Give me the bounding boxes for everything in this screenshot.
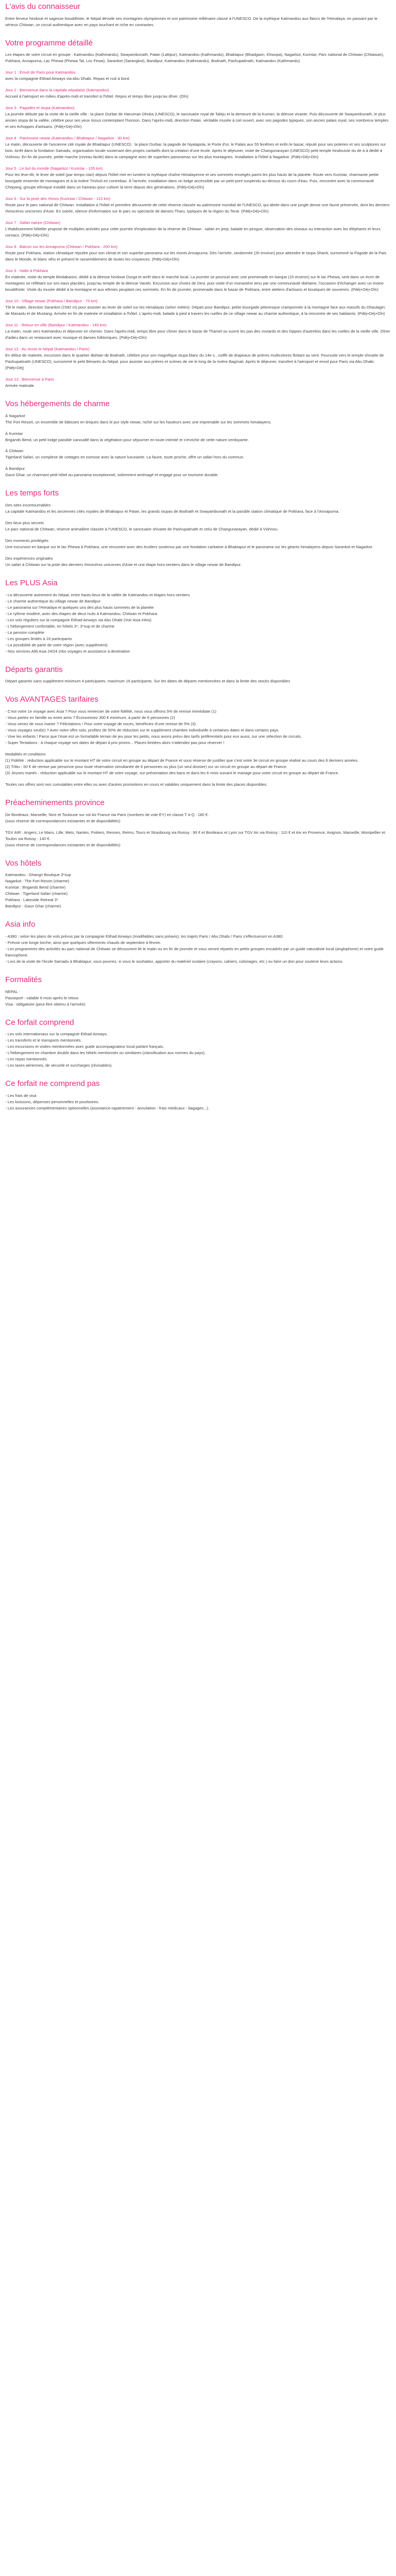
day-block [5, 268, 391, 293]
hebergement-list [5, 413, 391, 479]
intro-section [5, 2, 391, 28]
ne-comprend-section [5, 1079, 391, 1112]
preach-section [5, 798, 391, 848]
day-title: Jour 9 : Halte à Pokhara [5, 268, 48, 274]
preach-text-1b: (sous réserve de correspondances existantes et de disponibilités) [5, 818, 121, 823]
asia-info-item: - Les programmes des activités au parc national de Chitwan se découvrent lié le matin ou en fin de journée et vous seront répartis en petits groupes encadrés par un guide naturaliste local (anglophone) et votre guide francophone. [5, 947, 384, 958]
day-title: Jour 6 : Sur la piste des rhinos (Kurintar / Chitwan - 110 km) [5, 196, 111, 202]
plus-asia-item: - La pension complète [5, 630, 44, 635]
hotel-item: Kurintar : Brigands Bend (charme) [5, 885, 66, 890]
formalites-block [5, 989, 391, 1008]
hebergements-section [5, 399, 391, 479]
day-title: Jour 11 : Retour en ville (Bandipur / Katmandou - 145 km) [5, 322, 107, 327]
avantage-item: - Vous venez de vous marier ? Félicitations ! Pour votre voyage de noces, bénéficiez d'une remise de 5% (3) [5, 722, 196, 727]
ne-comprend-item: - Les frais de visa [5, 1093, 37, 1098]
day-block [5, 376, 391, 389]
formalites-heading: NEPAL : [5, 989, 20, 994]
hebergement-item [5, 413, 391, 426]
hotel-item: Pokhara : Lakeside Retreat 3* [5, 897, 59, 903]
hebergement-text: Gaun Ghar, un charmant petit hôtel au panorama exceptionnel, sobrement aménagé et engagé pour un tourisme durable. [5, 472, 219, 478]
comprend-item: - Les repas mentionnés. [5, 1057, 48, 1062]
temps-forts-list [5, 502, 391, 568]
hotels-title: Vos hôtels [5, 858, 42, 868]
day-text: Tôt le matin, direction Sarankot (1592 m) pour assister au lever de soleil sur les Himalayas (selon météo). Départ pour Bandipur, petite bourgade pittoresque cramponnée à la montagne face aux massifs du Dhaulagiri, de Manaslu et de Mustang. Arrivée en fin de matinée et installation à l'hôtel. L'après-midi, balade à pied à travers les ruelles de ce village newar au charme authentique, à la rencontre de ses habitants. (Pdéj+Déj+Dîn) [5, 304, 386, 316]
day-block [5, 135, 391, 160]
departs-section [5, 665, 391, 685]
temps-fort-heading: Des expériences originales [5, 556, 53, 561]
day-block [5, 220, 391, 239]
day-title: Jour 7 : Safari nature (Chitwan) [5, 220, 61, 226]
day-block [5, 69, 391, 82]
day-text: En matinée, visite du temple Bindabasini, dédié à la déesse hindoue Durga et arrêt dans le marché local. La journée se poursuit avec une promenade en barque (1h environ) sur le lac Phewa, serti dans un écrin de montagnes se reflétant sur ses eaux placides, jusqu'au temple de la déesse Varahi. Excursion aux chutes de Devi, puis visite d'un monastère tenu par une communauté tibétaine, l'occasion d'échanger avec un moine bouddhiste. Visite du musée dédié à la montagne et aux ethnies peuplant ces sommets. En fin de journée, promenade dans le bazar de Pokhara, entre ateliers d'artisans et boutiques de souvenirs. (Pdéj+Déj+Dîn) [5, 275, 384, 292]
temps-fort-heading: Des moments privilégiés [5, 538, 49, 543]
temps-fort-item [5, 556, 391, 568]
hebergement-text: The Fort Resort, un ensemble de bâtisses en briques dans le pur style newar, niché sur les hauteurs avec une imprenable sur les sommets himalayens. [5, 419, 272, 424]
comprend-item: - L'hébergement en chambre double dans les hôtels mentionnés ou similaires (classification aux normes du pays). [5, 1050, 206, 1056]
hebergement-item [5, 448, 391, 460]
day-text: Route pour Pokhara, station climatique réputée pour son climat et son superbe panorama sur les monts Annapurna. Dès l'arrivée, randonnée (2h environ) pour atteindre le stupa Shanti, surnommé la Pagode de la Paix dans le Monde, le blanc vêtu et présent le rassemblement de toutes les croyances. (Pdéj+Déj+Dîn) [5, 251, 387, 262]
comprend-item: - Les excursions et visites mentionnées avec guide accompagnateur local parlant français. [5, 1044, 164, 1049]
day-text: Arrivée matinale. [5, 383, 35, 388]
hebergement-text: Tigerland Safari, un complexe de cottages en osmose avec la nature luxuriante. La faune, toute proche, offre un safari hors du commun. [5, 455, 244, 460]
programme-section [5, 39, 391, 389]
plus-asia-title: Les PLUS Asia [5, 578, 58, 588]
avantages-notes-list [5, 758, 391, 776]
asia-info-section [5, 920, 391, 965]
temps-fort-item [5, 538, 391, 550]
asia-info-item: - Lors de la visite de l'école Samadu à Bhaktapur, vous pourrez, si vous le souhaitez, apporter du matériel scolaire (crayons, cahiers, coloriages, etc.) ou faire un don pour soutenir leurs actions. [5, 959, 344, 964]
plus-asia-item: - Les vols réguliers sur la compagnie Etihad Airways via Abu Dhabi (Voir Asia Infos) [5, 617, 152, 622]
asia-info-item: - A380 : selon les plans de vols prévus par la compagnie Etihad Airways (modifiables sans préavis), les trajets Paris / Abu Dhabi / Paris s'effectueront en A380. [5, 934, 284, 939]
avantage-item: - Vous voyagez seul(e) ? Avec notre offre solo, profitez de 50% de réduction sur le supplément chambre individuelle à certaines dates et dans certains pays. [5, 728, 279, 733]
programme-title: Votre programme détaillé [5, 38, 93, 48]
preach-title: Préacheminements province [5, 798, 105, 807]
day-block [5, 196, 391, 215]
ne-comprend-item: - Les assurances complémentaires optionnelles (assistance-rapatriement - annulation - frais médicaux - bagages...). [5, 1106, 209, 1111]
avantages-title: Vos AVANTAGES tarifaires [5, 695, 99, 704]
day-title: Jour 8 : Balcon sur les Annapurna (Chitwan / Pokhara - 200 km) [5, 244, 118, 250]
day-block [5, 244, 391, 263]
preach-tgv-air [5, 830, 391, 848]
avantages-notes-heading: Modalités et conditions [5, 752, 46, 757]
hebergement-text: Brigands Bend, un petit lodge paisible canoudlé dans la végétation pour séjourner en toute intimité et s'enrichir de cette nature verdoyante. [5, 437, 249, 442]
day-text: Route pour le parc national de Chitwan. Installation à l'hôtel et première découverte de cette réserve classée au patrimoine mondial de l'UNESCO, qui abrite dans une jungle dense une faune préservée, dont les derniers rhinocéros unicornes d'Asie. En soirée, silence d'information sur le parc ou spectacle de danses Tharu, typiques de la région du Teraï. (Pdéj+Déj+Dîn) [5, 203, 390, 214]
avantage-item: - Vous partez en famille ou entre amis ? Économisez 300 € minimum, à partir de 6 personnes (2) [5, 715, 175, 720]
day-title: Jour 5 : Le bol du monde (Nagarkot / Kurintar - 105 km) [5, 166, 103, 171]
plus-asia-item: - Les groupes limités à 16 participants [5, 636, 72, 641]
hebergements-title: Vos hébergements de charme [5, 399, 110, 408]
day-block [5, 166, 391, 191]
day-title: Jour 4 : Patrimoine newar (Katmandou / Bhaktapur / Nagarkot - 30 km) [5, 136, 130, 141]
hotel-item: Nagarkot : The Fort Resort (charme) [5, 879, 69, 884]
plus-asia-item: - Le panorama sur l'Himalaya et quelques uns des plus hauts sommets de la planète [5, 605, 154, 610]
preach-air-france [5, 812, 391, 824]
hebergement-item [5, 466, 391, 478]
plus-asia-item: - La possibilité de partir de votre région (avec supplément) [5, 642, 108, 647]
formalites-line: Visa : obligatoire (peut être obtenu à l'arrivée) [5, 1001, 86, 1007]
day-block [5, 322, 391, 341]
departs-text: Départ garantis sans supplément minimum 4 participants, maximum 16 participants. Sur les dates de départs mentionnées et dans la limite des stocks disponibles [5, 679, 290, 684]
hotel-list [5, 872, 391, 909]
day-title: Jour 2 : Bienvenue dans la capitale népalaise (Katmandou) [5, 88, 109, 93]
avantage-note: (1) Fidélité : réduction applicable sur le montant HT de votre circuit en groupe au départ de France et sous réserve de justifier que c'est votre 3e circuit en groupe réalisé au cours des 6 derniers années. [5, 758, 359, 763]
hebergement-name: À Nagarkot [5, 413, 25, 418]
formalites-section [5, 975, 391, 1008]
comprend-title: Ce forfait comprend [5, 1018, 74, 1027]
temps-fort-text: Un safari à Chitwan sur la piste des derniers rhinocéros unicornes d'Asie et une étape hors-sentiers dans le village newar de Bandipur. [5, 562, 242, 568]
formalites-line: Passeport : valable 6 mois après le retour. [5, 995, 79, 1000]
day-title: Jour 3 : Pagodes et stupa (Katmandou) [5, 105, 75, 111]
day-title: Jour 13 : Bienvenue à Paris [5, 376, 54, 382]
temps-forts-title: Les temps forts [5, 489, 59, 498]
intro-title: L'avis du connaisseur [5, 2, 80, 11]
temps-fort-text: Une excursion en barque sur le lac Phewa à Pokhara, une rencontre avec des écoliers soutenus par une fondation caritative à Bhaktapur et le panorama sur les géants himalayens depuis Sarankot et Nagarkot. [5, 545, 374, 550]
hebergement-name: À Bandipur [5, 466, 25, 471]
day-title: Jour 10 : Village newar (Pokhara / Bandipur - 75 km) [5, 298, 98, 303]
plus-asia-item: - La découverte autrement du Népal, entre hauts-lieux de la vallée de Katmandou et étapes hors-sentiers [5, 592, 190, 597]
plus-asia-section [5, 578, 391, 655]
day-block [5, 105, 391, 130]
day-title: Jour 12 : Au revoir le Népal (Katmandou / Paris) [5, 346, 90, 351]
asia-info-list [5, 933, 391, 965]
day-text: La journée débute par la visite de la vieille ville : la place Durbar de Hanuman Dhoka (UNESCO), le sanctuaire royal de Taleju et la demeure de la Kumari, la déesse vivante. Puis découverte de Swayambunath, le plus ancien stupa de la vallée, célèbre pour ses yeux tissus contemplant l'horizon. Dans l'après-midi, direction Patan, véritable musée à ciel ouvert, avec ses pagodes typiques, son ancien palais royal, ses nombreux temples et ses échoppes d'artisans. (Pdéj+Déj+Dîn) [5, 112, 389, 129]
temps-forts-section [5, 489, 391, 568]
comprend-item: - Les taxes aériennes, de sécurité et surcharges (révisables). [5, 1063, 113, 1068]
temps-fort-heading: Des sites incontournables [5, 503, 51, 508]
hebergement-name: À Kurintar [5, 431, 23, 436]
day-block [5, 87, 391, 100]
hotels-section [5, 859, 391, 910]
avantages-notes [5, 751, 391, 776]
day-text: La matin, route vers Katmandou et déjeuner en chemin. Dans l'après-midi, temps libre pour chiner dans le bazar de Thamel ou suivre les pas des routards et des hippies d'autrefois dans les ruelles de la vieille ville. Dîner d'adieu dans un restaurant avec musique et danses folkloriques. (Pdéj+Déj+Dîn) [5, 328, 390, 340]
asia-info-item: - Prévoir une longe torche, ainsi que quelques vêtements chauds de septembre à février. [5, 940, 161, 946]
day-block [5, 298, 391, 317]
hotel-item: Katmandou : Ghangri Boutique 3*sup [5, 872, 71, 878]
avantages-list [5, 708, 391, 746]
avantage-item: - Super Tentations : à chaque voyage ses dates de départ à prix promo... Places limitées alors n'attendez pas pour réserver ! [5, 740, 225, 746]
hotel-item: Bandipur : Gaun Ghar (charme) [5, 904, 61, 909]
plus-asia-item: - Nos services Allô Asia 24/24 (nbs voyages et assistance à destination [5, 648, 130, 654]
comprend-list [5, 1031, 391, 1069]
plus-asia-item: - Le charme authentique du village newar de Bandipur [5, 598, 101, 604]
temps-fort-item [5, 520, 391, 533]
comprend-item: - Les transferts et le transports mentionnés. [5, 1038, 82, 1043]
temps-fort-heading: Des lieux plus secrets [5, 521, 44, 526]
preach-text-2b: (sous réserve de correspondances existantes et de disponibilités) [5, 842, 121, 847]
avantage-item: - C'est votre 1e voyage avec Asia ? Pour vous remercier de votre fidélité, nous vous offrons 5% de remise immédiate (1) [5, 709, 216, 714]
comprend-section [5, 1018, 391, 1069]
day-text: Accueil à l'aéroport en milieu d'après-midi et transfert à l'hôtel. Repos et temps libre jusqu'au dîner. (Dîn) [5, 94, 189, 99]
day-list [5, 69, 391, 388]
day-block [5, 346, 391, 371]
avantage-item: - Vive les enfants ! Parce que l'Asie est un formidable terrain de jeu pour les petits, nous avons prévu des tarifs préférentiels pour eux aussi, sur une sélection de circuits. [5, 734, 302, 739]
temps-fort-text: Le parc national de Chitwan, réserve animalière classée à l'UNESCO, le sanctuaire shivaïte de Pashupatinath et celui de Changunarayan, dédié à Vishnou. [5, 527, 279, 532]
avantages-footer: Toutes ces offres sont non cumulables entre elles ou avec d'autres promotions en cours et valables uniquement dans la limite des places disponibles. [5, 782, 267, 787]
hebergement-item [5, 431, 391, 443]
hebergement-name: À Chitwan [5, 448, 24, 454]
preach-text-2: TGV AIR : Angers, Le Mans, Lille, Metz, Nantes, Poitiers, Rennes, Reims, Tours et Strasbourg via Roissy : 90 € et Bordeaux et Lyon sur TGV Air via Roissy : 110 € et Aix en Provence, Avignon, Marseille, Montpellier et Toulon via Roissy : 140 €. [5, 830, 386, 841]
ne-comprend-item: - Les boissons, dépenses personnelles et pourboires. [5, 1100, 99, 1105]
ne-comprend-title: Ce forfait ne comprend pas [5, 1079, 100, 1089]
day-text: En début de matinée, excursion dans le quartier tibétain de Bodnath, célèbre pour son magnifique stupa blanc du 14e s., coiffé de drapeaux de prières multicolores flottant au vent. Poursuite vers le temple shivaïte de Pashupatinath (UNESCO), surnommé le petit Bénarès du Népal, pour assister aux prières et scènes de vie le long de la rivière Bagmati. Après le déjeuner, transfert à l'aéroport et envol pour Paris via Abu Dhabi. (Pdéj+Déj) [5, 352, 384, 370]
day-text: Pour les lève-tôt, le lever de soleil (par temps clair) depuis l'hôtel met en lumière la mythique chaîne Himalayenne et ses sommets enneigés parmi les plus hauts de la planète. Route vers Kurintar, charmante petite bourgade enserrée de montagnes et à la rivière Trishuli en contrebas. À l'arrivée, installation dans un lodge accessible par un petit pont suspendu au-dessus du cours d'eau. Puis, rencontre avec la communauté Chepang, groupe ethnique installé dans un hameau pour cultiver la terre depuis des générations. (Pdéj+Déj+Dîn) [5, 172, 379, 190]
plus-asia-item: - L'hébergement confortable, en hôtels 3*, 3*sup et de charme [5, 623, 115, 629]
temps-fort-text: La capitale Katmandou et les anciennes cités royales de Bhaktapur et Patan, les grands stupas de Bodnath et Swayambunath et la paisible station climatique de Pokhara, face à l'Annapurna. [5, 509, 340, 514]
departs-title: Départs garantis [5, 665, 63, 674]
programme-intro: Les étapes de votre circuit en groupe : Katmandou (Kathmandu), Swayambunath, Patan (Lalitpur), Katmandou (Kathmandu), Bhaktapur (Bhadgaon, Khwopa), Nagarkot, Kurintar, Parc national de Chitwan (Chitawan), Pokhara, Annapurna, Lac Phewa (Phewa Tal, Loc Fewa), Sarankot (Sarangkot), Bandipur, Katmandou (Kathmandu), Bodnath, Pashupatinath, Katmandou (Kathmandu) [5, 52, 385, 64]
avantage-note: (2) Tribu : 50 € de remise par personne pour toute réservation simultanée de 6 personnes ou plus (un seul dossier) sur un circuit en groupe au départ de France. [5, 764, 287, 769]
avantage-note: (3) Jeunes mariés : réduction applicable sur le montant HT de votre voyage, sur présentation des bans et dans les 6 mois suivant le mariage pour votre circuit en groupe au départ de France. [5, 770, 339, 775]
plus-asia-item: - Le rythme modéré, avec des étapes de deux nuits à Katmandou, Chitwan et Pokhara [5, 611, 157, 616]
comprend-item: - Les vols internationaux sur la compagnie Etihad Airways. [5, 1032, 108, 1037]
asia-info-title: Asia info [5, 920, 36, 929]
formalites-title: Formalités [5, 975, 42, 984]
plus-asia-list [5, 592, 391, 655]
intro-text: Entre ferveur hindoue et sagesse bouddhiste, le Népal dévoile ses montagnes olympiennes et son patrimoine millénaire classé à l'UNESCO. De la mythique Katmandou aux flancs de l'Himalaya, en passant par le sérieux Chitwan, un circuit authentique avec en pays touchant et riche en contrastes. [5, 16, 378, 27]
avantages-section [5, 695, 391, 788]
day-text: avec la compagnie Etihad Airways via Abu Dhabi. Repas et nuit à bord. [5, 76, 130, 81]
preach-text-1: De Bordeaux, Marseille, Nice et Toulouse sur vol Air France via Paris (nombres de vole EY) en classe T à Q : 180 €. [5, 812, 209, 817]
day-title: Jour 1 : Envol de Paris pour Katmandou [5, 70, 76, 75]
day-text: Le matin, découverte de l'ancienne cité royale de Bhaktapur (UNESCO) : la place Durbar, la pagode de Nyatapola, le Porte d'or, le Palais aux 55 fenêtres et enfin le bazar, réputé pour ses poteries et ses sculptures sur bois. Arrêt dans la fondation Samadu, organisation locale soutenant des projets caritatifs dont la création d'une école. Après le déjeuner, visite de Changunarayan (UNESCO) petit temple hindouiste du de à à dédié à Vishnou. En fin de journée, petite marche (niveau facile) dans la campagne avec de superbes panoramas sur les plus montagnes. Installation à l'hôtel à Nagarkot. (Pdéj+Déj+Dîn) [5, 142, 386, 160]
day-text: L'établissement hôtelier propose de multiples activités pour cette journée d'exploration de la réserve de Chitwan : safari en jeep, balade en pirogue, observation des oiseaux ou interaction avec les éléphants et leurs cornacs. (Pdéj+Déj+Dîn) [5, 227, 381, 238]
temps-fort-item [5, 502, 391, 515]
ne-comprend-list [5, 1093, 391, 1112]
hotel-item: Chitwan : Tigerland Safari (charme) [5, 891, 68, 896]
